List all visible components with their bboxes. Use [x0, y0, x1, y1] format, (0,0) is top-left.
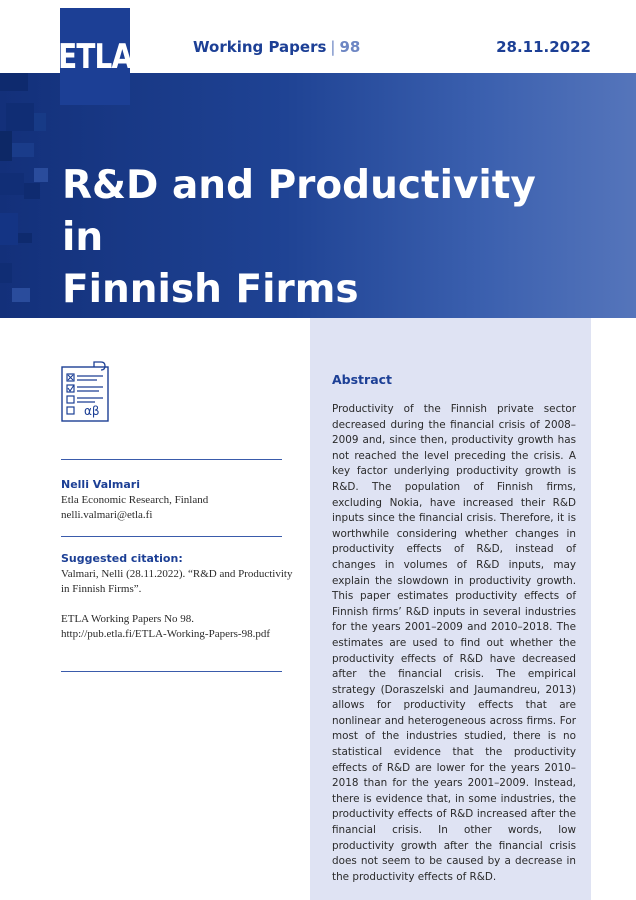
series-number: 98 — [339, 38, 361, 56]
abstract-heading: Abstract — [332, 372, 393, 387]
author-block — [61, 478, 291, 523]
author-name: Nelli Valmari — [61, 478, 140, 491]
author-affiliation: Etla Economic Research, Finland — [61, 494, 209, 506]
divider-middle — [61, 536, 282, 537]
paper-title — [62, 160, 582, 316]
citation-line-1: Valmari, Nelli (28.11.2022). “R&D and Productivity — [61, 568, 293, 580]
divider-bottom — [61, 671, 282, 672]
series-label-group — [193, 38, 360, 56]
abstract-panel — [310, 318, 591, 900]
etla-logo — [57, 8, 133, 105]
citation-block — [61, 552, 296, 642]
title-line-1: R&D and Productivity in — [62, 163, 536, 260]
series-label: Working Papers — [193, 38, 327, 56]
document-checklist-icon — [61, 361, 113, 423]
publication-date: 28.11.2022 — [496, 38, 591, 56]
title-line-2: Finnish Firms — [62, 267, 359, 312]
icon-glyph-text: αβ — [84, 404, 100, 418]
divider-top — [61, 459, 282, 460]
logo-text: ETLA — [57, 36, 133, 77]
citation-heading: Suggested citation: — [61, 552, 183, 565]
series-separator: | — [330, 38, 336, 56]
author-email[interactable]: nelli.valmari@etla.fi — [61, 509, 153, 521]
citation-series: ETLA Working Papers No 98. — [61, 613, 195, 625]
citation-url[interactable]: http://pub.etla.fi/ETLA-Working-Papers-98.pdf — [61, 628, 270, 640]
abstract-text: Productivity of the Finnish private sector decreased during the financial crisis of 2008–2009 and, since then, productivity growth has not reached the level preceding the crisis. A key factor underlying productivity growth is R&D. The population of Finnish firms, excluding Nokia, have increased their R&D inputs since the financial crisis. Therefore, it is worthwhile considering whether changes in productivity effects of R&D, instead of changes in volumes of R&D inputs, may explain the slowdown in productivity growth. This paper estimates productivity effects of Finnish firms’ R&D inputs in several industries for the years 2001–2009 and 2010–2018. The estimates are used to find out whether the productivity effects of R&D have decreased after the financial crisis. The empirical strategy (Doraszelski and Jaumandreu, 2013) allows for productivity effects that are nonlinear and heterogeneous across firms. For most of the industries studied, there is no statistical evidence that the productivity effects of R&D are lower for the years 2010–2018 than for the years 2001–2009. Instead, there is evidence that, in some industries, the productivity effects of R&D increased after the financial crisis. In other words, low productivity growth after the financial crisis does not seem to be caused by a decrease in the productivity effects of R&D. — [332, 403, 576, 883]
citation-line-2: in Finnish Firms”. — [61, 583, 142, 595]
